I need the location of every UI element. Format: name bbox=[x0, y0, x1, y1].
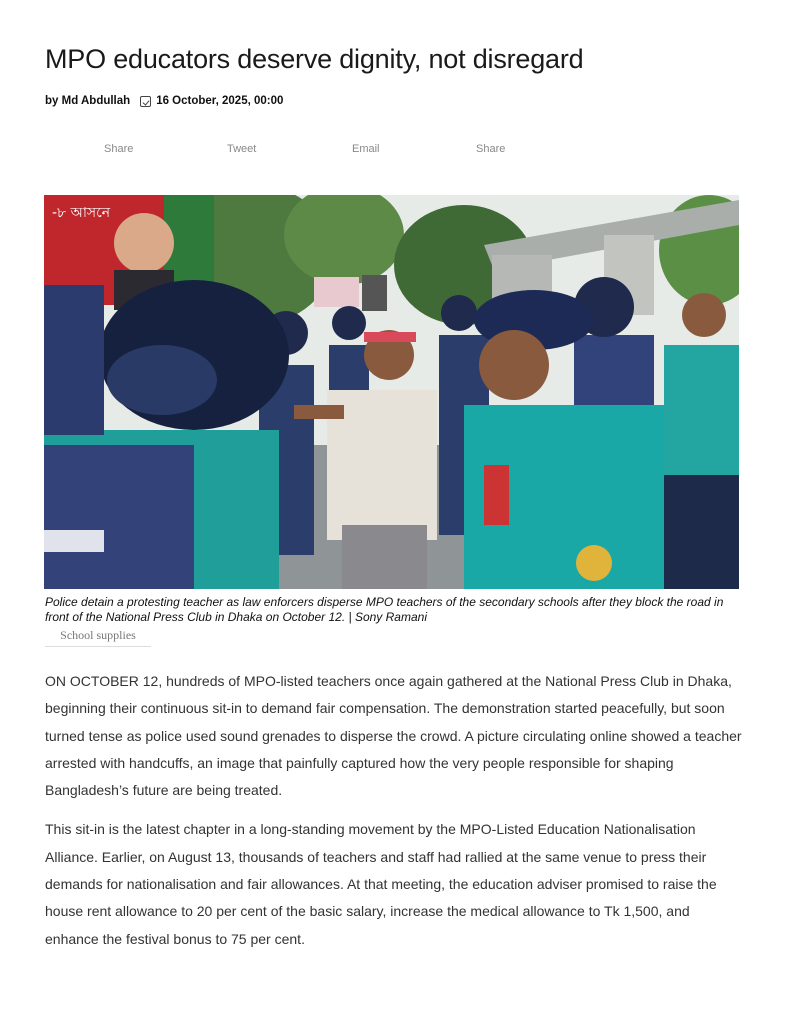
photo-caption: Police detain a protesting teacher as law enforcers disperse MPO teachers of the secondary schools after they block the road in front of the National Press Club in Dhaka on October 12. | Sony Ramani bbox=[45, 595, 724, 624]
author-name[interactable]: by Md Abdullah bbox=[45, 95, 131, 107]
share-bar bbox=[0, 143, 791, 159]
body-paragraph: ON OCTOBER 12, hundreds of MPO-listed teachers once again gathered at the National Press Club in Dhaka, beginning their continuous sit-in to demand fair compensation. The demonstration started peacefully, but soon turned tense as police used sound grenades to disperse the crowd. A picture circulating online showed a teacher arrested with handcuffs, an image that painfully captured how the very people responsible for shaping Bangladesh’s future are being treated. bbox=[45, 673, 742, 799]
article-body bbox=[45, 668, 745, 965]
tag-link[interactable]: School supplies bbox=[45, 628, 151, 647]
publish-date: 16 October, 2025, 00:00 bbox=[156, 95, 284, 107]
calendar-icon bbox=[140, 96, 151, 107]
article-photo bbox=[44, 195, 739, 589]
byline bbox=[45, 95, 283, 107]
tweet-button[interactable]: Tweet bbox=[227, 143, 257, 155]
share-linkedin-button[interactable]: Share bbox=[476, 143, 506, 155]
share-facebook-button[interactable]: Share bbox=[104, 143, 134, 155]
body-paragraph: This sit-in is the latest chapter in a long-standing movement by the MPO-Listed Education Nationalisation Alliance. Earlier, on August 13, thousands of teachers and staff had rallied at the same venue to press their demands for nationalisation and fair allowances. At that meeting, the education adviser promised to raise the house rent allowance to 20 per cent of the basic salary, increase the medical allowance to Tk 1,500, and enhance the festival bonus to 75 per cent. bbox=[45, 821, 717, 947]
email-share-button[interactable]: Email bbox=[352, 143, 380, 155]
article-headline: MPO educators deserve dignity, not disregard bbox=[45, 44, 584, 74]
poster-text: -৮ আসনে bbox=[52, 205, 111, 221]
